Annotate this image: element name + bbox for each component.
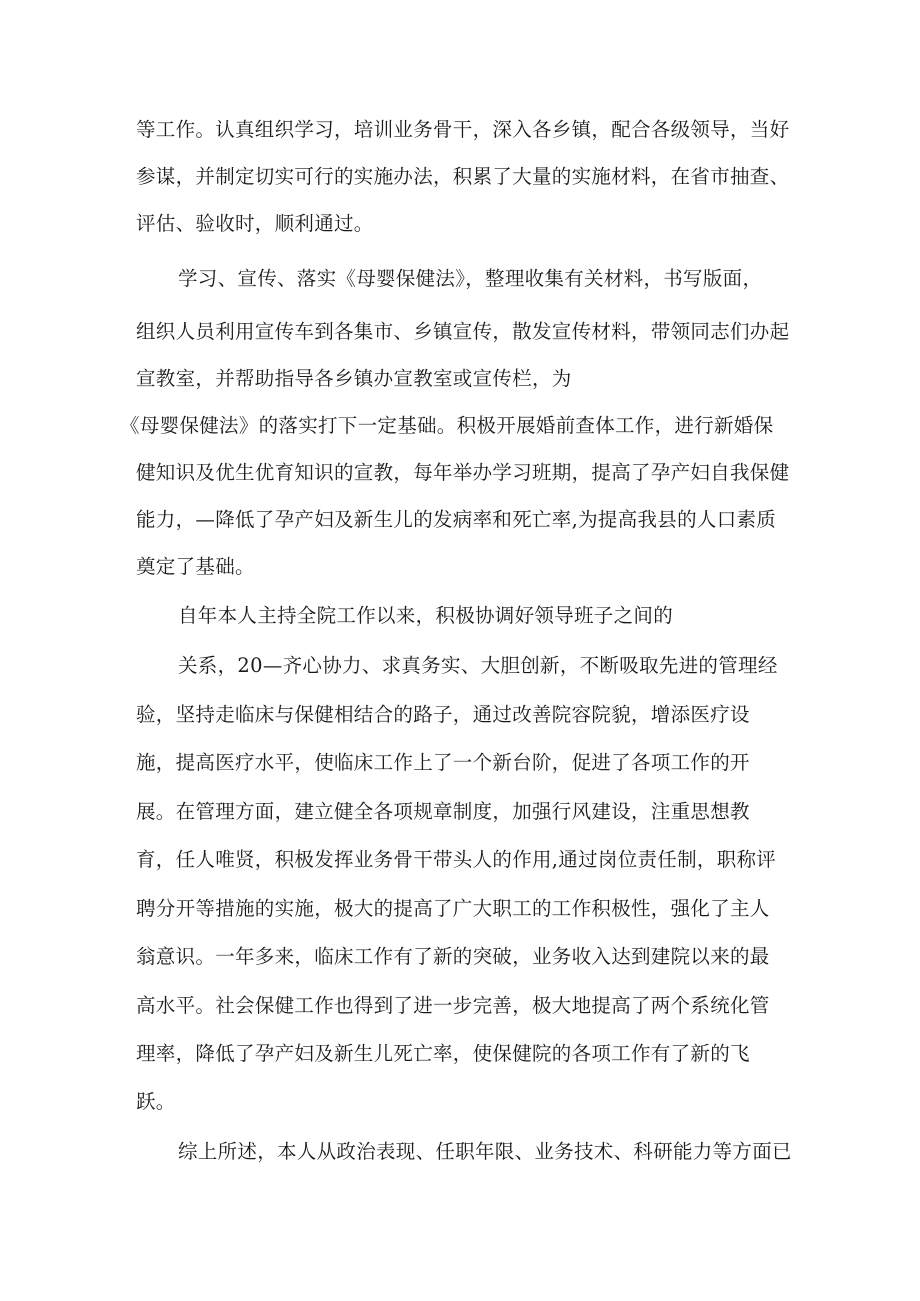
text-line: 关系，20—齐心协力、求真务实、大胆创新，不断吸取先进的管理经 xyxy=(178,654,778,677)
text-line: 等工作。认真组织学习，培训业务骨干，深入各乡镇，配合各级领导，当好 xyxy=(136,118,790,141)
text-line: 自年本人主持全院工作以来，积极协调好领导班子之间的 xyxy=(178,604,674,627)
text-line: 健知识及优生优育知识的宣教，每年举办学习班期，提高了孕产妇自我保健 xyxy=(136,461,790,484)
text-line: 验，坚持走临床与保健相结合的路子，通过改善院容院貌，增添医疗设 xyxy=(136,703,750,726)
text-line: 翁意识。一年多来，临床工作有了新的突破，业务收入达到建院以来的最 xyxy=(136,945,770,968)
text-line: 施，提高医疗水平，使临床工作上了一个新台阶，促进了各项工作的开 xyxy=(136,751,750,774)
text-line: 奠定了基础。 xyxy=(136,555,255,578)
text-line: 理率，降低了孕产妇及新生儿死亡率，使保健院的各项工作有了新的飞 xyxy=(136,1042,750,1065)
text-line: 高水平。社会保健工作也得到了进一步完善，极大地提高了两个系统化管 xyxy=(136,994,770,1017)
text-line: 聘分开等措施的实施，极大的提高了广大职工的工作积极性，强化了主人 xyxy=(136,897,770,920)
text-line: 学习、宣传、落实《母婴保健法》，整理收集有关材料，书写版面， xyxy=(178,267,763,290)
text-line: 跃。 xyxy=(136,1090,176,1113)
text-line: 参谋，并制定切实可行的实施办法，积累了大量的实施材料，在省市抽查、 xyxy=(136,165,790,188)
text-line: 能力，—降低了孕产妇及新生儿的发病率和死亡率,为提高我县的人口素质 xyxy=(136,508,777,531)
text-line: 评估、验收时，顺利通过。 xyxy=(136,212,374,235)
text-line: 育，任人唯贤，积极发挥业务骨干带头人的作用,通过岗位责任制，职称评 xyxy=(136,848,777,871)
text-line: 展。在管理方面，建立健全各项规章制度，加强行风建设，注重思想教 xyxy=(136,800,750,823)
text-line: 《母婴保健法》的落实打下一定基础。积极开展婚前查体工作，进行新婚保 xyxy=(120,414,774,437)
text-line: 综上所述，本人从政治表现、任职年限、业务技术、科研能力等方面已 xyxy=(178,1140,792,1163)
text-line: 宣教室，并帮助指导各乡镇办宣教室或宣传栏，为 xyxy=(136,367,572,390)
text-line: 组织人员利用宣传车到各集市、乡镇宣传，散发宣传材料，带领同志们办起 xyxy=(136,320,790,343)
